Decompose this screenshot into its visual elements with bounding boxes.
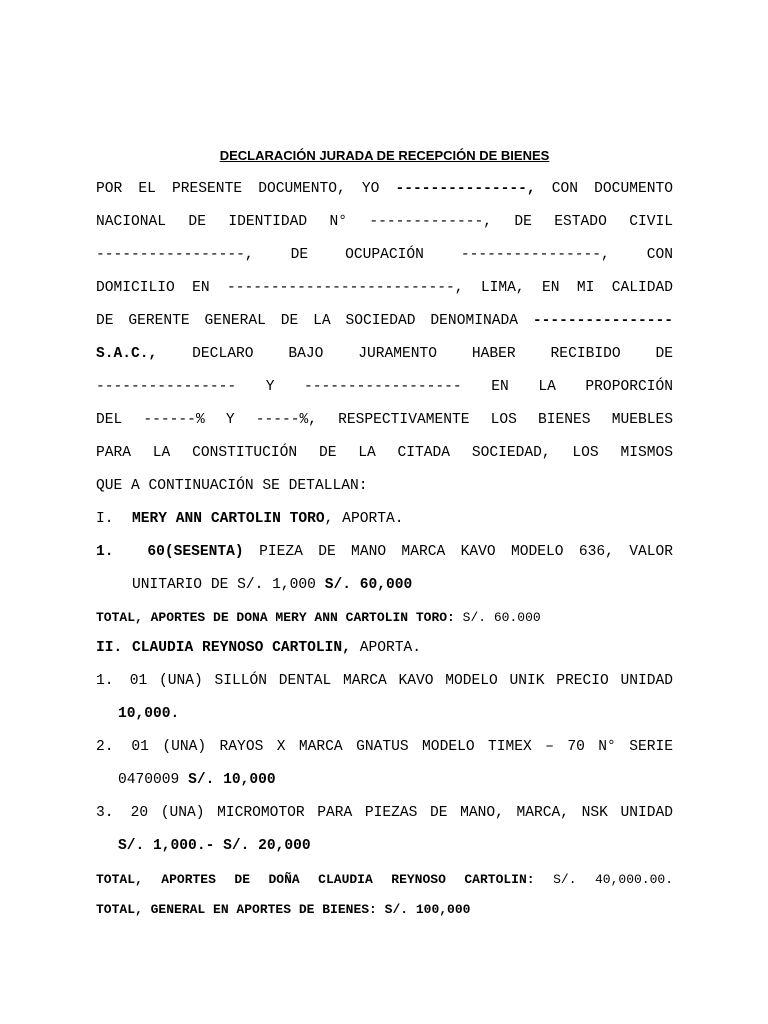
section-2-heading: II. CLAUDIA REYNOSO CARTOLIN, APORTA. (96, 640, 422, 656)
paragraph-line-1: POR EL PRESENTE DOCUMENTO, YO ---------------, CON DOCUMENTO (96, 181, 673, 197)
section-2-item-2: 2. 01 (UNA) RAYOS X MARCA GNATUS MODELO TIMEX – 70 N° SERIE (96, 739, 673, 755)
section-2-item-1-cont: 10,000. (118, 706, 180, 722)
paragraph-line-10: QUE A CONTINUACIÓN SE DETALLAN: (96, 478, 368, 494)
paragraph-line-9: PARA LA CONSTITUCIÓN DE LA CITADA SOCIEDAD, LOS MISMOS (96, 445, 673, 461)
paragraph-line-8: DEL ------% Y -----%, RESPECTIVAMENTE LOS BIENES MUEBLES (96, 412, 673, 428)
section-2-item-3-cont: S/. 1,000.- S/. 20,000 (118, 838, 311, 854)
section-1-total: TOTAL, APORTES DE DONA MERY ANN CARTOLIN TORO: S/. 60.000 (96, 610, 541, 625)
section-2-item-2-cont: 0470009 S/. 10,000 (118, 772, 276, 788)
paragraph-line-6: S.A.C., DECLARO BAJO JURAMENTO HABER RECIBIDO DE (96, 346, 673, 362)
document-title: DECLARACIÓN JURADA DE RECEPCIÓN DE BIENES (219, 148, 550, 163)
section-2-item-3: 3. 20 (UNA) MICROMOTOR PARA PIEZAS DE MANO, MARCA, NSK UNIDAD (96, 805, 673, 821)
paragraph-line-4: DOMICILIO EN --------------------------, LIMA, EN MI CALIDAD (96, 280, 673, 296)
section-2-total: TOTAL, APORTES DE DOÑA CLAUDIA REYNOSO CARTOLIN: S/. 40,000.00. (96, 872, 673, 887)
paragraph-line-7: ---------------- Y ------------------ EN LA PROPORCIÓN (96, 379, 673, 395)
section-1-item-1: 1. 60(SESENTA) PIEZA DE MANO MARCA KAVO MODELO 636, VALOR (96, 544, 674, 560)
section-2-item-1: 1. 01 (UNA) SILLÓN DENTAL MARCA KAVO MODELO UNIK PRECIO UNIDAD (96, 673, 673, 689)
paragraph-line-3: -----------------, DE OCUPACIÓN ----------------, CON (96, 247, 673, 263)
section-1-heading: I. MERY ANN CARTOLIN TORO, APORTA. (96, 511, 404, 527)
general-total: TOTAL, GENERAL EN APORTES DE BIENES: S/. 100,000 (96, 902, 471, 917)
section-1-item-1-cont: UNITARIO DE S/. 1,000 S/. 60,000 (132, 577, 413, 593)
paragraph-line-2: NACIONAL DE IDENTIDAD N° -------------, DE ESTADO CIVIL (96, 214, 673, 230)
paragraph-line-5: DE GERENTE GENERAL DE LA SOCIEDAD DENOMINADA ---------------- (96, 313, 673, 329)
